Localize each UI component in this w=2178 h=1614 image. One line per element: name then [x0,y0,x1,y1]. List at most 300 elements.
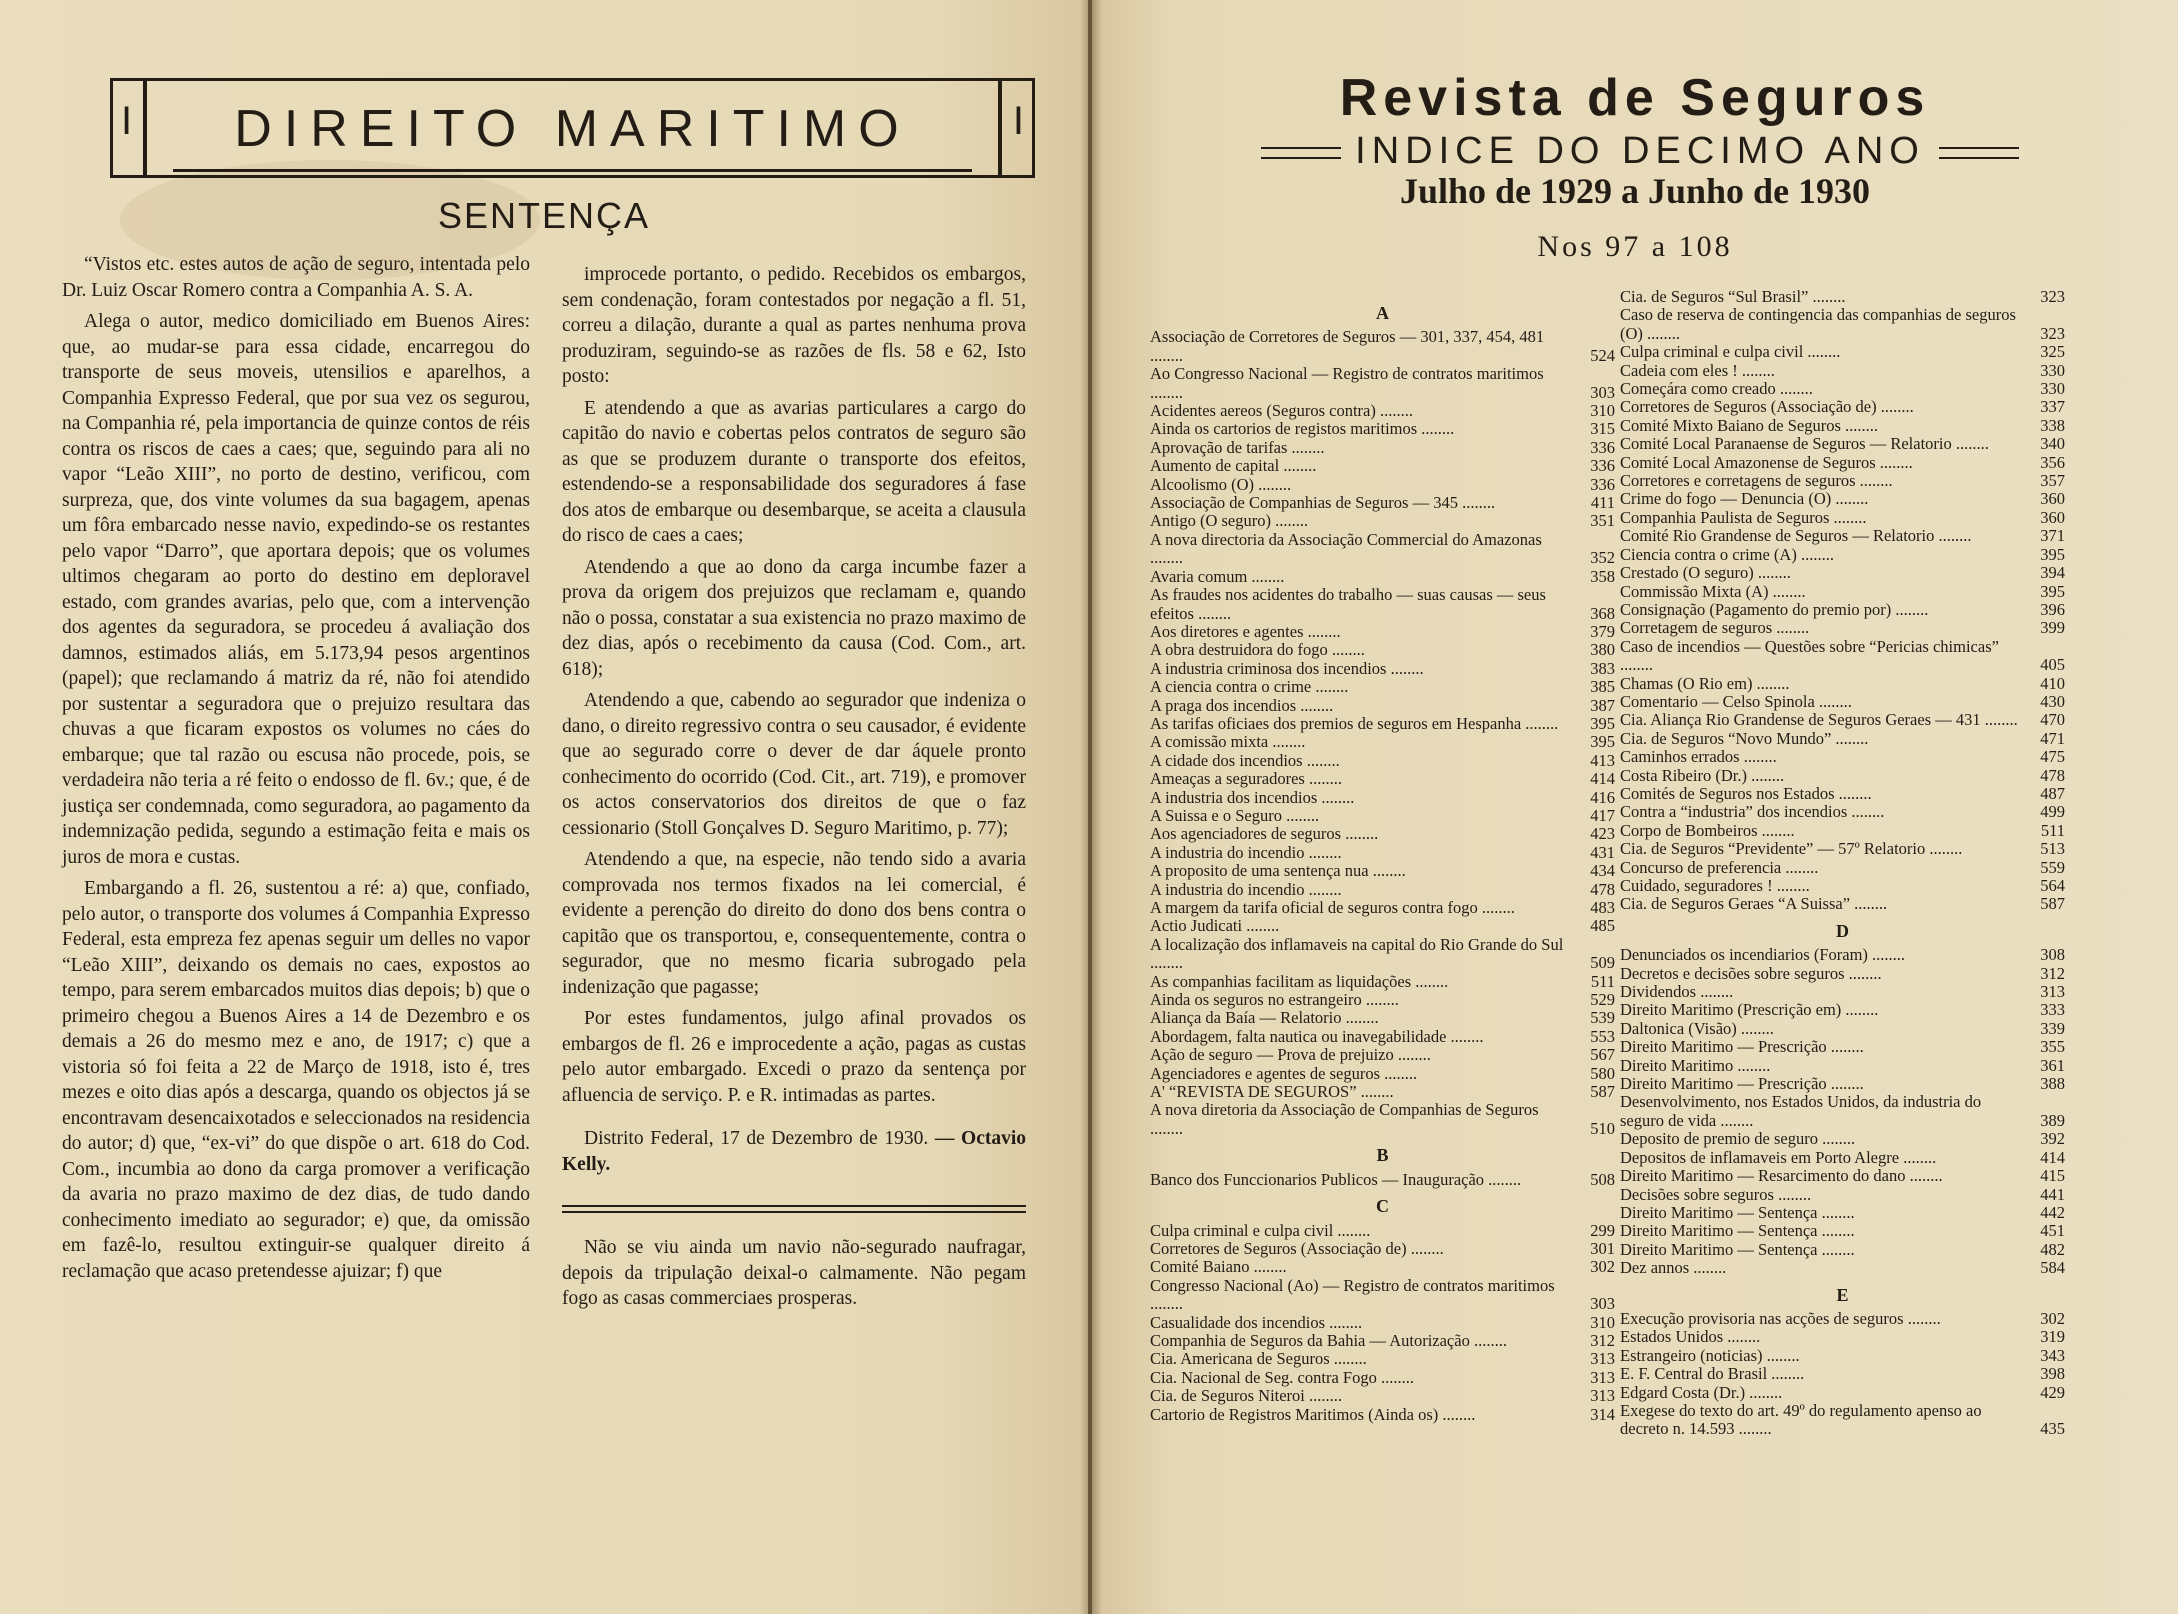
index-entry-title: Comité Baiano ........ [1150,1257,1287,1277]
ornament-right [1939,147,2019,159]
index-entry-title: Consignação (Pagamento do premio por) ........ [1620,599,1929,619]
index-entry [1150,936,1615,973]
index-entry-title: As tarifas oficiaes dos premios de seguros em Hespanha ........ [1150,713,1559,733]
index-entry [1620,877,2065,895]
index-entry-title: Caminhos errados ........ [1620,747,1777,767]
index-entry-page: 413 [1590,750,1615,770]
index-entry [1150,457,1615,475]
index-entry-page: 315 [1590,419,1615,439]
index-entry-title: Edgard Costa (Dr.) ........ [1620,1382,1783,1402]
index-entry-title: Comité Mixto Baiano de Seguros ........ [1620,415,1879,435]
index-entry [1150,660,1615,678]
index-entry [1620,1222,2065,1240]
paragraph: Atendendo a que, cabendo ao segurador que indeniza o dano, o direito regressivo contra o seu causador, é evidente que ao segurado corre o dever de dar áquele pronto conhecimento do ocorrido (Cod. Cit., art. 719), e promover os actos conservatorios dos direitos de que o faz cessionario (Stoll Gonçalves D. Seguro Maritimo, p. 77); [562,690,1026,839]
index-entry-title: Dividendos ........ [1620,982,1734,1002]
index-entry [1150,568,1615,586]
index-entry-page: 430 [2040,691,2065,711]
index-entry-page: 475 [2040,747,2065,767]
index-entry-page: 388 [2040,1074,2065,1094]
index-entry [1620,398,2065,416]
index-entry-title: Corpo de Bombeiros ........ [1620,820,1795,840]
index-entry-page: 360 [2040,507,2065,527]
index-entry-page: 485 [1590,916,1615,936]
index-entry-page: 355 [2040,1037,2065,1057]
index-entry-page: 358 [1590,566,1615,586]
index-entry-title: Ainda os cartorios de registos maritimos ........ [1150,419,1455,439]
index-entry [1150,641,1615,659]
index-entry-title: Aos diretores e agentes ........ [1150,621,1341,641]
index-entry [1620,1365,2065,1383]
index-entry-page: 302 [1590,1257,1615,1277]
index-entry [1620,1310,2065,1328]
index-entry-title: Cia. de Seguros Geraes “A Suissa” ........ [1620,894,1888,914]
index-entry-page: 308 [2040,945,2065,965]
index-entry-title: Exegese do texto do art. 49º do regulamento apenso ao decreto n. 14.593 ........ [1620,1400,1982,1439]
header-mark-left: I [121,99,133,143]
index-entry-page: 587 [1590,1082,1615,1102]
index-entry-page: 323 [2040,287,2065,306]
index-entry [1150,1332,1615,1350]
index-entry [1620,1384,2065,1402]
index-entry [1620,417,2065,435]
index-entry-title: A obra destruidora do fogo ........ [1150,640,1365,660]
index-entry-page: 539 [1590,1008,1615,1028]
header-mark-right: I [1012,99,1024,143]
index-entry-title: Commissão Mixta (A) ........ [1620,581,1806,601]
index-entry-title: A industria do incendio ........ [1150,879,1342,899]
index-entry [1150,862,1615,880]
index-entry [1150,1350,1615,1368]
index-entry-page: 361 [2040,1055,2065,1075]
index-entry [1150,402,1615,420]
index-entry [1150,844,1615,862]
index-entry-page: 395 [2040,581,2065,601]
index-entry-title: Cia. Nacional de Seg. contra Fogo ........ [1150,1367,1414,1387]
index-entry [1620,965,2065,983]
index-entry [1150,1101,1615,1138]
index-entry [1620,343,2065,361]
index-entry-title: Ainda os seguros no estrangeiro ........ [1150,990,1399,1010]
index-entry [1150,899,1615,917]
index-entry-page: 396 [2040,599,2065,619]
index-entry-title: Direito Maritimo — Resarcimento do dano ........ [1620,1166,1943,1186]
index-entry [1620,1130,2065,1148]
index-entry-page: 360 [2040,489,2065,509]
index-entry [1620,1241,2065,1259]
index-entry-title: A industria dos incendios ........ [1150,787,1355,807]
index-entry-page: 301 [1590,1238,1615,1258]
index-entry-page: 303 [1590,1294,1615,1314]
index-entry-page: 302 [2040,1308,2065,1328]
index-entry-page: 313 [1590,1386,1615,1406]
index-entry [1620,619,2065,637]
index-entry-title: A ciencia contra o crime ........ [1150,677,1349,697]
index-entry [1150,1277,1615,1314]
index-entry-page: 529 [1590,990,1615,1010]
magazine-title: Revista de Seguros [1339,69,1931,127]
index-entry [1620,583,2065,601]
index-entry-title: Daltonica (Visão) ........ [1620,1018,1774,1038]
index-entry-title: A' “REVISTA DE SEGUROS” ........ [1150,1082,1394,1102]
index-entry-page: 451 [2040,1221,2065,1241]
index-entry-title: Começára como creado ........ [1620,379,1813,399]
index-entry-title: Alcoolismo (O) ........ [1150,474,1292,494]
index-entry [1150,439,1615,457]
index-entry [1620,1093,2065,1130]
index-letter-heading: A [1376,303,1389,323]
index-entry-page: 478 [2040,765,2065,785]
index-entry-title: Ação de seguro — Prova de prejuizo ........ [1150,1045,1431,1065]
signature-line [562,1126,1026,1177]
index-entry [1620,1001,2065,1019]
index-entry-page: 511 [1590,971,1615,991]
index-entry-title: A praga dos incendios ........ [1150,695,1334,715]
index-entry [1620,767,2065,785]
index-entry-title: Congresso Nacional (Ao) — Registro de contratos maritimos ........ [1150,1275,1555,1314]
index-entry-page: 312 [2040,963,2065,983]
index-entry-page: 338 [2040,415,2065,435]
index-entry [1620,730,2065,748]
index-entry-page: 414 [2040,1147,2065,1167]
index-entry-page: 434 [1590,861,1615,881]
index-entry-title: Ciencia contra o crime (A) ........ [1620,544,1834,564]
index-entry [1620,454,2065,472]
index-entry-page: 313 [1590,1367,1615,1387]
index-entry-page: 431 [1590,842,1615,862]
index-entry-title: Depositos de inflamaveis em Porto Alegre ........ [1620,1147,1937,1167]
index-entry-page: 423 [1590,824,1615,844]
index-entry-page: 587 [2040,894,2065,914]
index-entry-title: Caso de incendios — Questões sobre “Pericias chimicas” ........ [1620,636,1999,675]
index-entry-page: 314 [1590,1404,1615,1424]
index-entry-page: 509 [1590,953,1615,973]
ornament-left [1261,147,1341,159]
index-entry-title: Direito Maritimo — Sentença ........ [1620,1239,1855,1259]
index-entry-title: Contra a “industria” dos incendios ........ [1620,802,1885,822]
index-entry [1150,623,1615,641]
index-entry [1620,288,2065,306]
index-entry-page: 553 [1590,1026,1615,1046]
index-entry-page: 351 [1590,511,1615,531]
index-entry-page: 368 [1590,603,1615,623]
index-entry [1620,1020,2065,1038]
index-entry [1620,711,2065,729]
index-entry-title: Aumento de capital ........ [1150,456,1317,476]
index-entry-title: Companhia Paulista de Seguros ........ [1620,507,1867,527]
index-entry-title: A margem da tarifa oficial de seguros contra fogo ........ [1150,898,1515,917]
index-entry-title: Dez annos ........ [1620,1258,1727,1278]
index-entry [1150,1387,1615,1405]
index-entry-page: 371 [2040,526,2065,546]
index-entry [1620,1038,2065,1056]
article-column-1 [62,252,530,1290]
index-entry [1620,546,2065,564]
index-entry-page: 333 [2040,1000,2065,1020]
index-entry-page: 357 [2040,471,2065,491]
index-entry-title: Execução provisoria nas acções de seguros ........ [1620,1308,1941,1328]
index-entry-page: 442 [2040,1202,2065,1222]
index-entry-page: 337 [2040,397,2065,417]
index-entry-title: Antigo (O seguro) ........ [1150,511,1309,531]
index-entry-title: Cia. de Seguros Niteroi ........ [1150,1386,1343,1406]
index-entry-title: Aprovação de tarifas ........ [1150,437,1325,457]
index-entry-page: 339 [2040,1018,2065,1038]
index-entry [1620,1259,2065,1277]
index-entry-title: Comentario — Celso Spinola ........ [1620,691,1852,711]
index-entry-title: Corretagem de seguros ........ [1620,618,1810,638]
index-entry-page: 336 [1590,437,1615,457]
index-entry-page: 567 [1590,1045,1615,1065]
index-date-range: Julho de 1929 a Junho de 1930 [1399,171,1871,211]
index-entry [1620,1057,2065,1075]
index-entry-page: 310 [1590,401,1615,421]
index-entry [1150,991,1615,1009]
index-entry-title: Aliança da Baía — Relatorio ........ [1150,1008,1379,1028]
signature-name: — Octavio Kelly. [562,1128,1027,1175]
index-entry-page: 411 [1590,493,1615,513]
index-letter-heading: D [1836,920,1849,941]
index-column-1 [1150,296,1615,1424]
index-entry [1620,983,2065,1001]
index-entry-title: Concurso de preferencia ........ [1620,857,1819,877]
index-entry-title: Direito Maritimo ........ [1620,1055,1771,1075]
index-entry-title: Associação de Companhias de Seguros — 345 ........ [1150,493,1496,513]
index-entry-page: 385 [1590,677,1615,697]
index-entry-title: Comité Local Paranaense de Seguros — Relatorio ........ [1620,434,1989,454]
index-entry-page: 435 [2040,1419,2065,1439]
index-entry [1150,752,1615,770]
index-entry [1620,435,2065,453]
index-entry-page: 313 [1590,1349,1615,1369]
index-column-2 [1620,288,2065,1439]
paragraph: Embargando a fl. 26, sustentou a ré: a) que, confiado, pelo autor, o transporte dos volumes á Companhia Expresso Federal, esta empreza fez apenas seguir um delles no vapor “Leão XIII”, deixando os demais no caes, expostos ao tempo, para serem embarcados muitos dias depois; b) que o primeiro chegou a Buenos Aires a 14 de Dezembro e os demais a 26 do mesmo mez e ano, de 1917; c) que a vistoria só foi feita a 22 de Março de 1918, isto é, tres mezes e oito dias após a descarga, quando os objectos já se encontravam desencaixotados e seleccionados na residencia do autor; d) que, “ex-vi” do que dispõe o art. 618 do Cod. Com., incumbia ao dono da carga promover a verificação da avaria no prazo maximo de dez dias, de tudo dando conhecimento imediato ao segurador; e) que, da omissão em fazê-lo, resultou extinguir-se qualquer direito á reclamação que acaso pretendesse ajuizar; f) que [62,878,530,1282]
index-entry [1620,803,2065,821]
index-entry-page: 312 [1590,1330,1615,1350]
index-entry-page: 471 [2040,728,2065,748]
index-entry [1620,638,2065,675]
index-entry-page: 499 [2040,802,2065,822]
index-entry-title: Comités de Seguros nos Estados ........ [1620,783,1872,803]
index-entry-page: 336 [1590,456,1615,476]
index-entry-page: 394 [2040,563,2065,583]
section-header [110,78,1035,178]
index-entry-page: 470 [2040,710,2065,730]
index-entry [1620,1204,2065,1222]
separator-rule [562,1205,1026,1213]
index-entry [1150,494,1615,512]
index-entry [1150,512,1615,530]
index-entry [1620,1347,2065,1365]
index-entry [1150,531,1615,568]
index-entry [1150,1369,1615,1387]
index-entry-title: Estrangeiro (noticias) ........ [1620,1345,1800,1365]
closing-paragraph: Não se viu ainda um navio não-segurado naufragar, depois da tripulação deixal-o calmamente. Não pegam fogo as casas commerciaes prosperas. [562,1237,1026,1309]
index-entry-title: Costa Ribeiro (Dr.) ........ [1620,765,1785,785]
index-entry-page: 564 [2040,876,2065,895]
index-entry-title: Corretores de Seguros (Associação de) ........ [1150,1238,1444,1258]
index-entry-title: Direito Maritimo — Prescrição ........ [1620,1037,1864,1057]
article-subtitle: SENTENÇA [437,195,651,236]
index-entry [1150,586,1615,623]
paragraph: “Vistos etc. estes autos de ação de seguro, intentada pelo Dr. Luiz Oscar Romero contra a Companhia A. S. A. [62,254,530,301]
index-entry-page: 417 [1590,805,1615,825]
header-bar-right [998,81,1002,175]
index-entry-title: As fraudes nos acidentes do trabalho — suas causas — seus efeitos ........ [1150,585,1546,623]
index-entry-title: Actio Judicati ........ [1150,916,1280,936]
index-entry-title: A cidade dos incendios ........ [1150,750,1340,770]
index-entry [1150,1240,1615,1258]
index-entry-title: Casualidade dos incendios ........ [1150,1312,1363,1332]
index-entry [1620,748,2065,766]
paragraph: Alega o autor, medico domiciliado em Buenos Aires: que, ao mudar-se para essa cidade, encarregou do transporte de seus moveis, utensilios e aparelhos, a Companhia Expresso Federal, que por sua vez os segurou, na Companhia ré, pela importancia de quinze contos de réis contra os riscos de caes a caes; que, seguindo para ali no vapor “Leão XIII”, no porto de destino, verificou, com surpreza, que, dos vinte volumes da sua bagagem, apenas um fôra embarcado nesse navio, expedindo-se os restantes pelo vapor “Darro”, que aportara depois; que os volumes ultimos chegaram ao porto do destino em deploravel estado, com grandes avarias, pelo que, com a intervenção dos agentes da seguradora, se procedeu á avaliação dos damnos, estimados aliás, em 5.173,94 pesos argentinos (papel); que reclamando á matriz da ré, não foi atendido por sustentar a seguradora que o prejuizo resultara das chuvas a que ficaram expostos os volumes no cáes do embarque; que tal razão ou escusa não procede, pois, se verdadeira não teria a ré feito o endosso de fl. 6v.; que, é de justiça ser condemnada, como seguradora, ao pagamento da indemnização pedida, segundo a estimação feita e mais os juros de mora e custas. [62,311,530,868]
index-entry-page: 482 [2040,1239,2065,1259]
index-entry [1150,678,1615,696]
index-entry-title: Cia. de Seguros “Previdente” — 57º Relatorio ........ [1620,839,1963,859]
paragraph: E atendendo a que as avarias particulares a cargo do capitão do navio e cobertas pelos contratos de seguro são as que se produzem durante o transporte dos efeitos, estendendo-se a responsabilidade dos seguradores á fase dos atos de embarque ou desembarque, se aceita a clausula do risco de caes a caes; [562,397,1026,546]
index-entry-title: Cia. Aliança Rio Grandense de Seguros Geraes — 431 ........ [1620,710,2018,730]
index-entry-title: Avaria comum ........ [1150,566,1285,586]
issue-numbers: Nos 97 a 108 [1537,230,1733,263]
index-entry-title: Companhia de Seguros da Bahia — Autorização ........ [1150,1330,1507,1350]
index-entry-title: Abordagem, falta nautica ou inavegabilidade ........ [1150,1026,1484,1046]
index-entry [1620,472,2065,490]
index-entry-title: Ao Congresso Nacional — Registro de contratos maritimos ........ [1150,364,1544,402]
index-entry [1620,1328,2065,1346]
index-entry [1620,306,2065,343]
index-entry-title: A proposito de uma sentença nua ........ [1150,861,1406,881]
index-entry-page: 323 [2040,323,2065,343]
index-entry [1620,564,2065,582]
index-entry-page: 395 [2040,544,2065,564]
index-entry-title: Ameaças a seguradores ........ [1150,769,1342,789]
index-entry [1150,697,1615,715]
index-entry-title: Direito Maritimo — Sentença ........ [1620,1221,1855,1241]
index-entry-title: Comité Rio Grandense de Seguros — Relatorio ........ [1620,526,1972,546]
index-entry [1150,715,1615,733]
index-entry [1150,328,1615,365]
index-entry [1620,946,2065,964]
index-letter-heading: C [1376,1196,1389,1217]
index-entry [1150,1083,1615,1101]
left-page [0,0,1088,1614]
index-entry-page: 380 [1590,640,1615,660]
index-entry-page: 336 [1590,474,1615,494]
index-entry-page: 356 [2040,452,2065,472]
index-entry [1150,825,1615,843]
index-entry [1150,365,1615,402]
index-entry-page: 299 [1590,1220,1615,1240]
index-entry-page: 508 [1590,1169,1615,1189]
index-entry-page: 478 [1590,879,1615,899]
index-entry-page: 395 [1590,732,1615,752]
index-entry-title: Corretores e corretagens de seguros ........ [1620,471,1893,491]
index-entry [1620,362,2065,380]
index-entry [1150,420,1615,438]
index-entry-page: 416 [1590,787,1615,807]
index-entry-page: 383 [1590,658,1615,678]
index-entry-title: Associação de Corretores de Seguros — 301, 337, 454, 481 ........ [1150,327,1545,365]
index-entry [1620,785,2065,803]
index-entry-page: 429 [2040,1382,2065,1402]
index-entry-title: Acidentes aereos (Seguros contra) ........ [1150,401,1413,421]
index-entry-title: Estados Unidos ........ [1620,1327,1761,1347]
index-entry-page: 352 [1590,548,1615,568]
index-entry [1150,789,1615,807]
index-entry-page: 330 [2040,379,2065,399]
index-entry-page: 313 [2040,982,2065,1002]
index-entry [1620,1075,2065,1093]
index-entry-page: 511 [2040,820,2065,840]
index-entry-page: 410 [2040,673,2065,693]
index-entry-title: Agenciadores e agentes de seguros ........ [1150,1063,1418,1083]
index-entry-page: 487 [2040,783,2065,803]
index-entry [1150,1258,1615,1276]
paragraph: Atendendo a que ao dono da carga incumbe fazer a prova da origem dos prejuizos que reclamam e, quando não o possa, constatar a sua existencia no prazo maximo de dez dias, após o recebimento da causa (Cod. Com., art. 618); [562,556,1026,680]
index-entry-title: Cuidado, seguradores ! ........ [1620,876,1810,895]
index-entry-page: 379 [1590,621,1615,641]
index-entry-title: Cartorio de Registros Maritimos (Ainda os) ........ [1150,1404,1476,1424]
index-entry-page: 392 [2040,1129,2065,1149]
index-entry [1620,380,2065,398]
index-entry-title: Comité Local Amazonense de Seguros ........ [1620,452,1913,472]
index-entry-title: A Suissa e o Seguro ........ [1150,805,1320,825]
index-entry [1620,840,2065,858]
index-entry-page: 510 [1590,1118,1615,1138]
index-entry [1150,1046,1615,1064]
index-entry [1150,770,1615,788]
index-entry [1150,476,1615,494]
index-entry-title: A industria criminosa dos incendios ........ [1150,658,1424,678]
index-entry-page: 414 [1590,769,1615,789]
index-entry-title: Culpa criminal e culpa civil ........ [1150,1220,1371,1240]
index-entry [1150,1314,1615,1332]
index-entry-title: A nova diretoria da Associação de Companhias de Seguros ........ [1150,1100,1539,1138]
index-entry-title: Decisões sobre seguros ........ [1620,1184,1812,1204]
index-entry [1620,822,2065,840]
index-entry [1150,733,1615,751]
index-entry-page: 513 [2040,839,2065,859]
index-entry-title: Cia. de Seguros “Sul Brasil” ........ [1620,287,1846,306]
section-title: DIREITO MARITIMO [234,100,911,158]
index-entry-page: 330 [2040,360,2065,380]
index-entry-title: Denunciados os incendiarios (Foram) ........ [1620,945,1906,965]
index-entry-page: 405 [2040,655,2065,675]
header-bar-left [143,81,147,175]
index-entry-title: Direito Maritimo (Prescrição em) ........ [1620,1000,1879,1020]
index-entry-title: Decretos e decisões sobre seguros ........ [1620,963,1882,983]
index-entry [1620,509,2065,527]
index-entry-title: E. F. Central do Brasil ........ [1620,1364,1805,1384]
index-entry [1620,675,2065,693]
index-entry [1150,1222,1615,1240]
index-entry-title: Caso de reserva de contingencia das companhias de seguros (O) ........ [1620,305,2016,343]
index-entry [1150,1406,1615,1424]
index-entry-title: Cadeia com eles ! ........ [1620,360,1775,380]
index-entry-title: Desenvolvimento, nos Estados Unidos, da industria do seguro de vida ........ [1620,1092,1982,1130]
index-entry [1620,601,2065,619]
index-entry-page: 389 [2040,1110,2065,1130]
index-entry-page: 524 [1590,345,1615,365]
index-entry-page: 580 [1590,1063,1615,1083]
index-entry-title: Crime do fogo — Denuncia (O) ........ [1620,489,1869,509]
index-entry-page: 319 [2040,1327,2065,1347]
index-entry [1150,1171,1615,1189]
index-entry [1620,1167,2065,1185]
index-entry-page: 303 [1590,382,1615,402]
index-entry [1620,895,2065,913]
index-entry [1620,1402,2065,1439]
signature-place-date: Distrito Federal, 17 de Dezembro de 1930. [584,1128,929,1149]
